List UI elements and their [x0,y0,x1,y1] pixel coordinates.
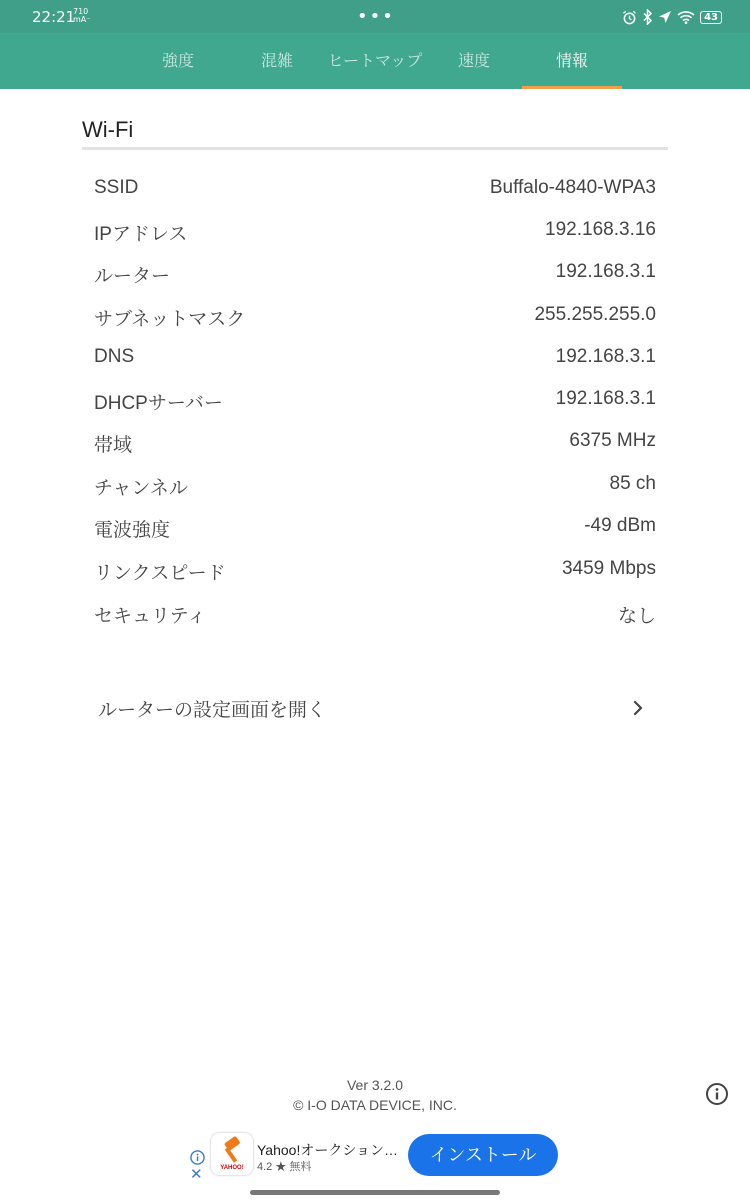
info-value: 85 ch [609,473,656,494]
tab-speed[interactable]: 速度 [457,51,490,70]
network-speed-value: 710 [73,7,89,16]
info-row-band [94,430,656,460]
ad-rating: 4.2 ★ 無料 [257,1161,312,1173]
info-value: 3459 Mbps [561,558,656,579]
copyright: © I-O DATA DEVICE, INC. [293,1097,457,1113]
status-bar [0,0,750,33]
info-value: 255.255.255.0 [534,304,656,325]
info-row-dns [94,346,656,376]
info-value: 192.168.3.1 [555,346,656,367]
info-label: DNS [94,346,135,367]
info-row-router [94,261,656,291]
info-row-dhcp-server [94,388,656,418]
active-tab-indicator [522,86,622,89]
info-icon[interactable] [705,1082,729,1106]
info-value: Buffalo-4840-WPA3 [489,177,656,198]
info-row-security [94,601,656,631]
info-row-signal-strength [94,515,656,545]
ad-info-icon[interactable] [190,1150,205,1165]
network-speed-indicator [73,8,91,24]
ad-logo-text: YAHOO! [220,1165,244,1171]
ad-app-icon[interactable] [211,1133,253,1175]
alarm-icon [622,10,637,25]
info-row-link-speed [94,558,656,588]
info-label: リンクスピード [94,563,226,584]
info-value: 192.168.3.1 [555,388,656,409]
info-row-ip-address [94,219,656,249]
app-version: Ver 3.2.0 [346,1077,404,1093]
info-row-ssid [94,177,656,207]
info-label: サブネットマスク [94,309,246,330]
tab-strength[interactable]: 強度 [161,51,194,70]
section-title-wifi: Wi-Fi [82,117,134,142]
status-time: 22:21 [32,8,76,26]
info-value: 192.168.3.16 [545,219,656,240]
location-icon [658,10,672,24]
info-row-channel [94,473,656,503]
info-label: 帯域 [94,435,133,456]
wifi-icon [677,10,695,24]
status-icons [622,8,722,26]
info-label: チャンネル [94,478,188,499]
bluetooth-icon [642,9,653,25]
open-router-settings-button[interactable] [94,695,650,725]
info-label: ルーター [94,266,171,287]
tab-info[interactable]: 情報 [555,51,588,70]
tab-bar [0,33,750,89]
tab-congestion[interactable]: 混雑 [260,51,293,70]
install-button[interactable]: インストール [408,1134,558,1176]
multiwindow-dots[interactable]: ••• [357,6,395,27]
info-value: 192.168.3.1 [555,261,656,282]
tab-heatmap[interactable]: ヒートマップ [327,51,423,70]
info-label: DHCPサーバー [94,393,223,414]
info-label: セキュリティ [94,606,207,627]
info-label: 電波強度 [94,520,171,541]
info-label: SSID [94,177,139,198]
navigation-handle[interactable] [250,1190,500,1195]
ad-app-name: Yahoo!オークション… [257,1142,399,1158]
info-row-subnet-mask [94,304,656,334]
open-router-settings-label: ルーターの設定画面を開く [98,700,327,721]
info-value: なし [617,606,656,627]
network-speed-unit: mA⁻ [73,15,91,24]
section-divider [82,147,668,150]
ad-close-button[interactable]: ✕ [190,1165,203,1183]
chevron-right-icon [632,699,644,717]
info-value: 6375 MHz [569,430,656,451]
auction-gavel-icon [211,1133,253,1175]
info-value: -49 dBm [584,515,656,536]
battery-indicator: 43 [700,11,722,24]
ad-banner[interactable] [190,1128,560,1184]
info-label: IPアドレス [94,224,188,245]
